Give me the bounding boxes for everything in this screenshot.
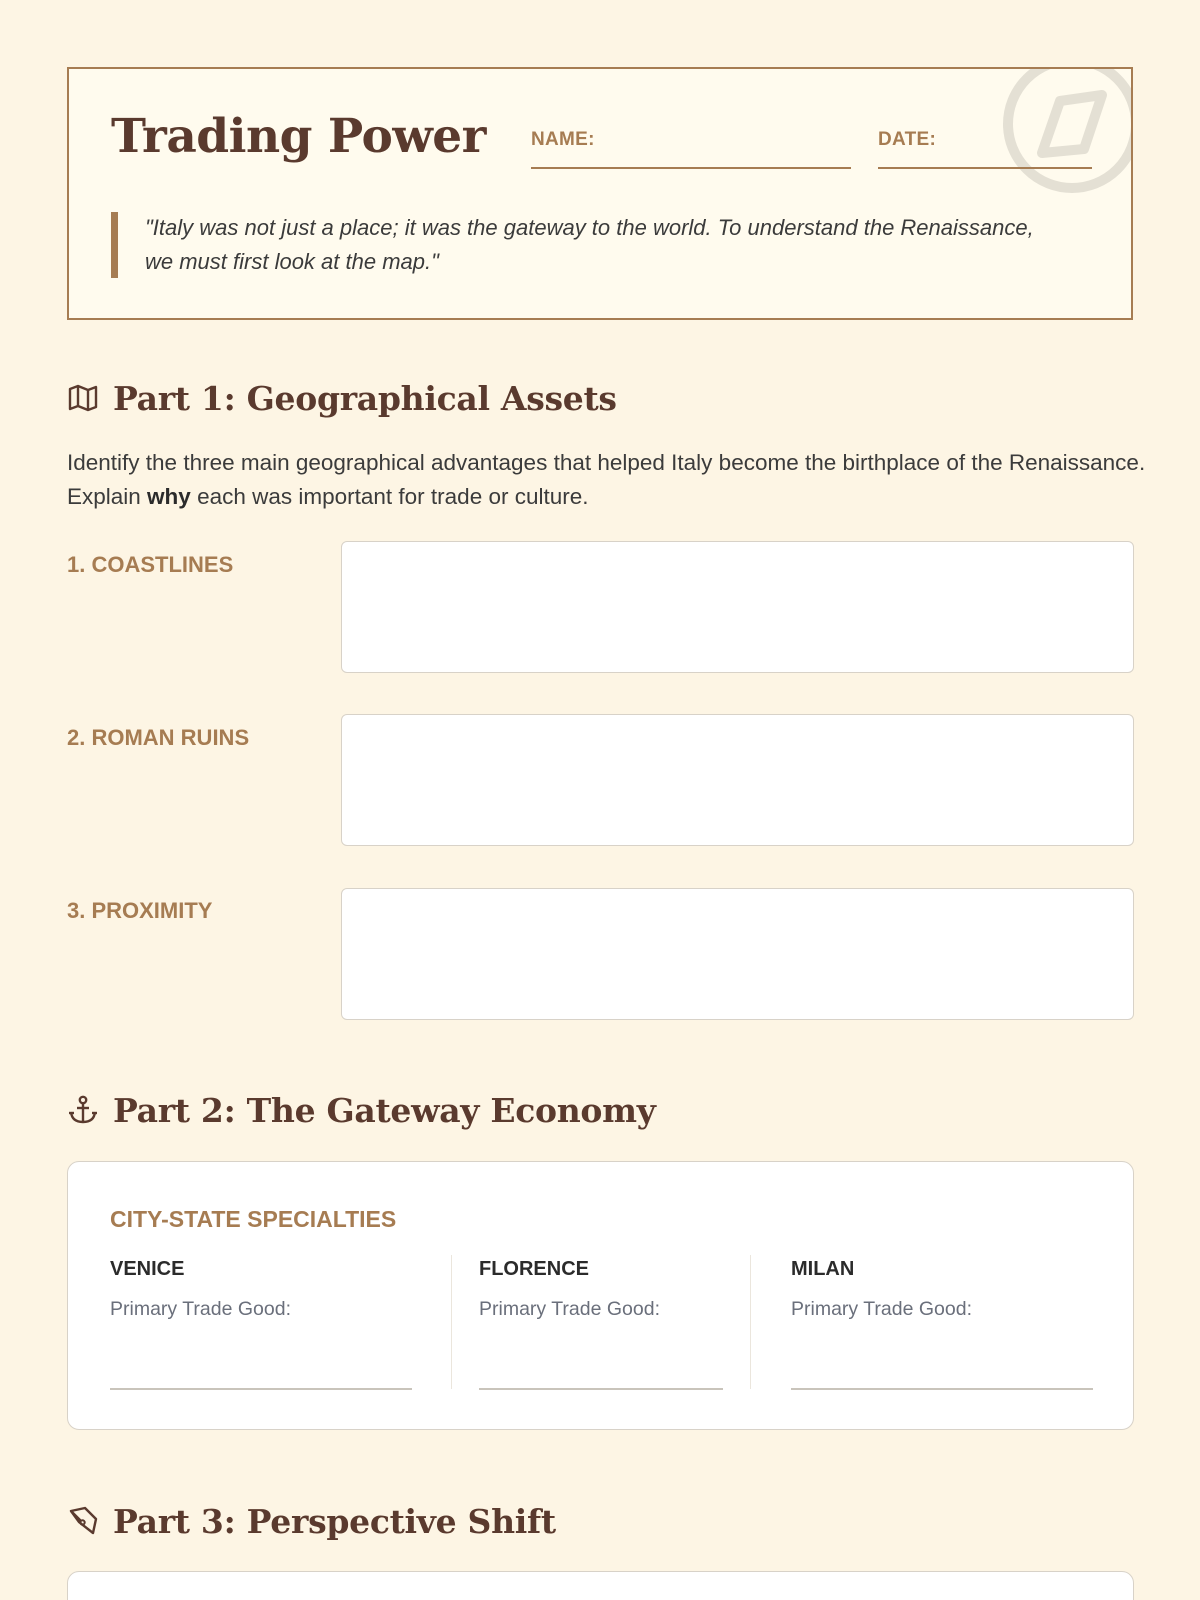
part2-header xyxy=(67,1088,656,1132)
city-name: FLORENCE xyxy=(479,1258,589,1280)
column-divider xyxy=(750,1255,751,1389)
trade-good-label: Primary Trade Good: xyxy=(479,1298,660,1320)
city-column-florence xyxy=(479,1258,660,1321)
coastlines-label: 1. COASTLINES xyxy=(67,552,234,577)
roman-ruins-answer-box[interactable] xyxy=(341,714,1134,846)
part1-instructions: Identify the three main geographical advantages that helped Italy become the birthplace of the Renaissance. Explain why each was important for trade or culture. xyxy=(67,450,1146,509)
part2-title: Part 2: The Gateway Economy xyxy=(113,1090,656,1130)
city-column-milan xyxy=(791,1258,972,1321)
map-icon xyxy=(67,382,99,414)
anchor-icon xyxy=(67,1094,99,1126)
column-divider xyxy=(451,1255,452,1389)
proximity-label: 3. PROXIMITY xyxy=(67,898,213,923)
roman-ruins-label: 2. ROMAN RUINS xyxy=(67,725,250,750)
trade-good-label: Primary Trade Good: xyxy=(791,1298,972,1320)
card-heading: CITY-STATE SPECIALTIES xyxy=(110,1206,397,1232)
part3-card xyxy=(67,1571,1134,1600)
page-title: Trading Power xyxy=(111,109,486,164)
part1-header xyxy=(67,376,617,420)
trade-good-label: Primary Trade Good: xyxy=(110,1298,291,1320)
city-name: MILAN xyxy=(791,1258,855,1280)
date-field[interactable] xyxy=(878,167,1092,169)
part1-title: Part 1: Geographical Assets xyxy=(113,378,617,418)
proximity-answer-box[interactable] xyxy=(341,888,1134,1020)
venice-trade-good-field[interactable] xyxy=(110,1388,412,1390)
city-name: VENICE xyxy=(110,1258,185,1280)
coastlines-answer-box[interactable] xyxy=(341,541,1134,673)
florence-trade-good-field[interactable] xyxy=(479,1388,723,1390)
name-field[interactable] xyxy=(531,167,851,169)
milan-trade-good-field[interactable] xyxy=(791,1388,1093,1390)
compass-icon xyxy=(1002,69,1133,195)
name-label: NAME: xyxy=(531,129,595,150)
intro-quote: "Italy was not just a place; it was the gateway to the world. To understand the Renaissance, we must first look at the map." xyxy=(145,215,1034,274)
pen-nib-icon xyxy=(67,1505,99,1537)
date-label: DATE: xyxy=(878,129,937,150)
part3-header xyxy=(67,1499,556,1543)
city-column-venice xyxy=(110,1258,291,1321)
city-state-specialties-card xyxy=(67,1161,1134,1430)
part3-title: Part 3: Perspective Shift xyxy=(113,1501,556,1541)
worksheet-header xyxy=(67,67,1133,320)
quote-accent-bar xyxy=(111,212,118,278)
